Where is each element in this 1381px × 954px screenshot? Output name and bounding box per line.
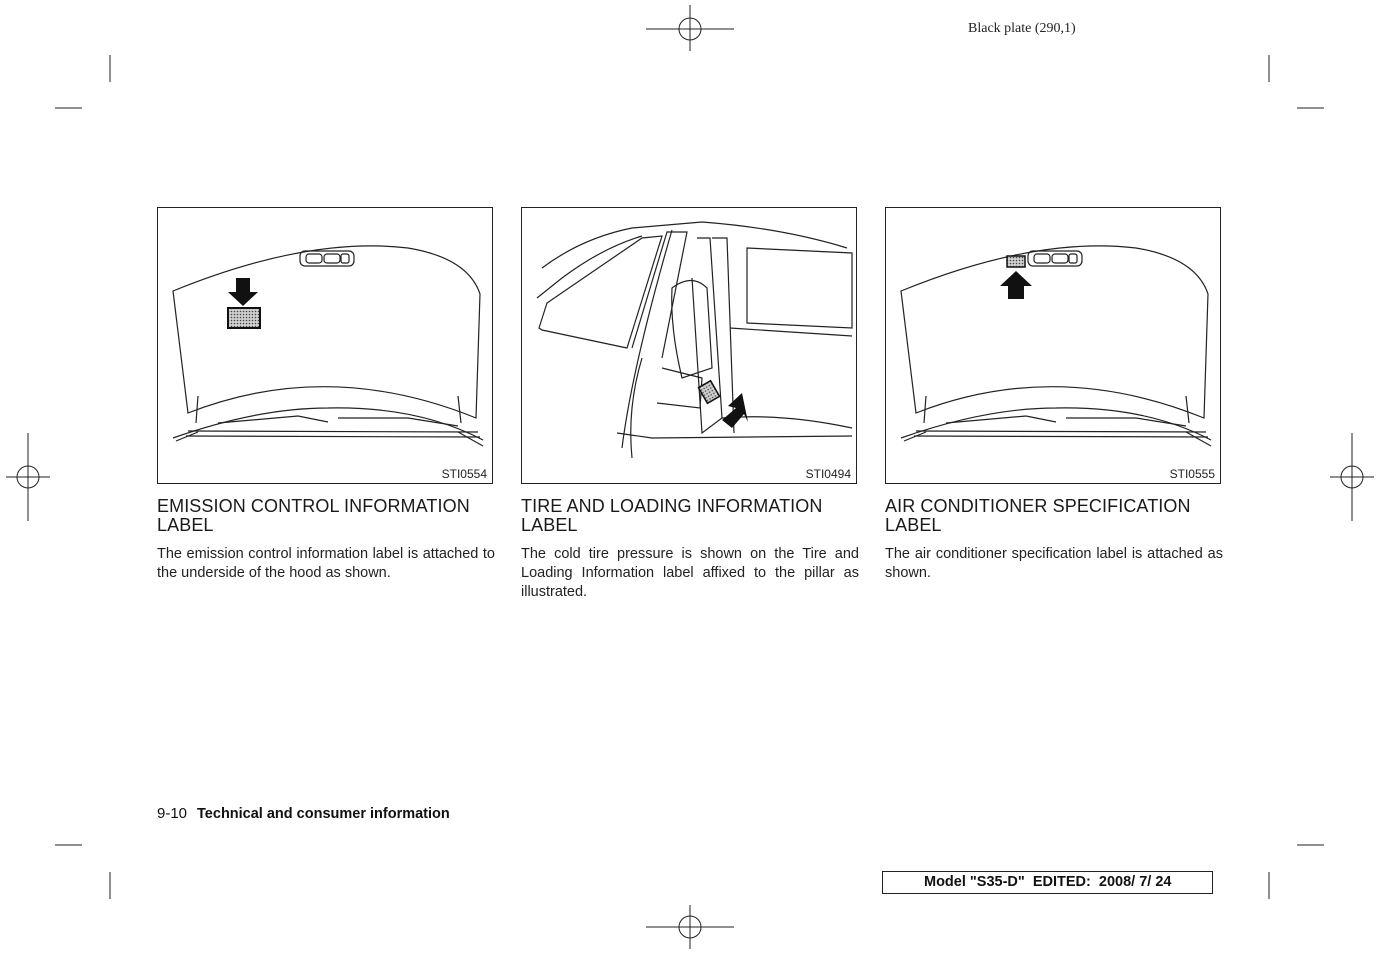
- registration-mark-icon: [646, 5, 734, 51]
- hood-illustration: [158, 208, 494, 485]
- figure-ac-label: [885, 207, 1221, 484]
- section-heading: EMISSION CONTROL INFORMATION LABEL: [157, 496, 470, 535]
- page-footer: [157, 805, 450, 822]
- plate-label: Black plate (290,1): [968, 21, 1076, 36]
- section-title: Technical and consumer information: [197, 806, 450, 822]
- registration-mark-icon: [1330, 433, 1374, 521]
- pointer-arrow-icon: [722, 393, 748, 428]
- figure-code: STI0494: [805, 467, 851, 481]
- section-body: The air conditioner specification label is attached as shown.: [885, 546, 1223, 581]
- figure-code: STI0554: [441, 467, 487, 481]
- label-marker: [1007, 256, 1025, 267]
- page-number: 9-10: [157, 805, 188, 822]
- registration-mark-icon: [6, 433, 50, 521]
- figure-tire-label: [521, 207, 857, 484]
- section-body: The emission control information label is attached to the underside of the hood as shown.: [157, 546, 495, 581]
- up-arrow-icon: [1000, 271, 1032, 299]
- down-arrow-icon: [228, 278, 258, 306]
- section-heading: AIR CONDITIONER SPECIFICATION LABEL: [885, 496, 1191, 535]
- figure-emission-label: [157, 207, 493, 484]
- model-edit-box: Model "S35-D" EDITED: 2008/ 7/ 24: [882, 871, 1213, 894]
- section-body: The cold tire pressure is shown on the Tire and Loading Information label affixed to the pillar as illustrated.: [521, 546, 859, 600]
- registration-mark-icon: [646, 905, 734, 949]
- hood-illustration: [886, 208, 1222, 485]
- section-heading: TIRE AND LOADING INFORMATION LABEL: [521, 496, 823, 535]
- label-marker: [228, 308, 260, 328]
- door-pillar-illustration: [522, 208, 858, 485]
- figure-code: STI0555: [1169, 467, 1215, 481]
